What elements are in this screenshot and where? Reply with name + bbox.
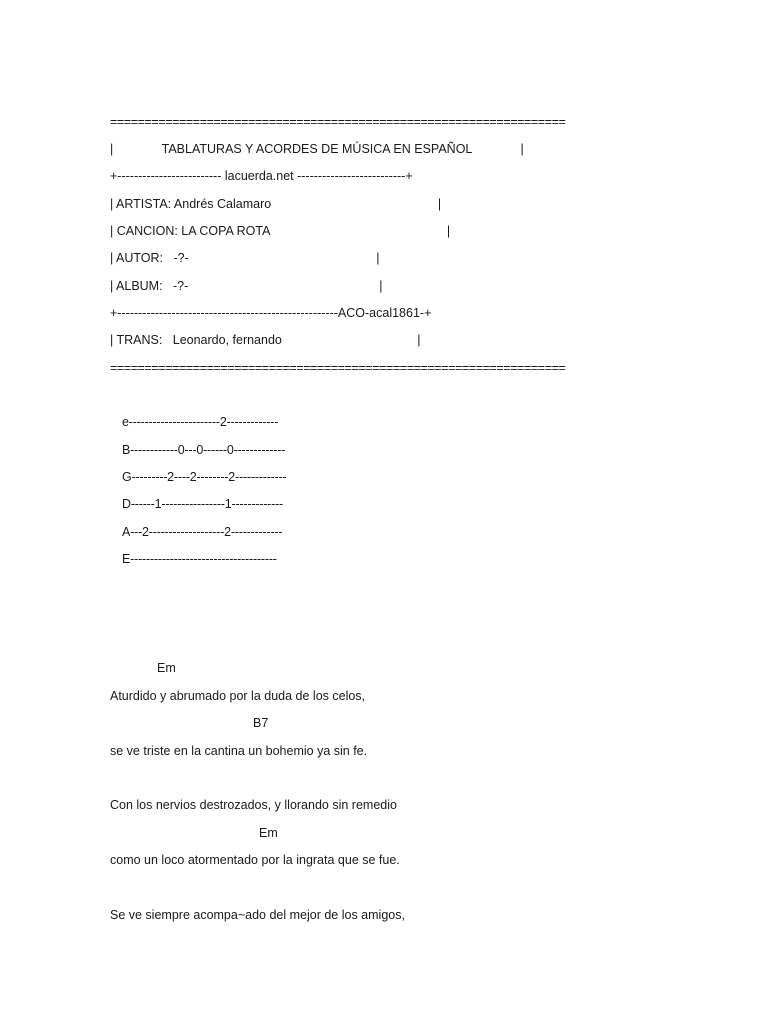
tab-line-A: A---2-------------------2------------- <box>122 525 283 539</box>
header-song-row: | CANCION: LA COPA ROTA | <box>110 224 451 238</box>
chord-label: B7 <box>253 716 269 730</box>
lyric-line: Aturdido y abrumado por la duda de los celos, <box>110 689 366 703</box>
header-site-row: +------------------------- lacuerda.net --------------------------+ <box>110 169 413 183</box>
tab-line-E: E------------------------------------- <box>122 552 277 566</box>
chord-label: Em <box>157 661 176 675</box>
header-artist-row: | ARTISTA: Andrés Calamaro | <box>110 197 442 211</box>
tab-line-D: D------1----------------1------------- <box>122 497 284 511</box>
lyric-line: como un loco atormentado por la ingrata que se fue. <box>110 853 400 867</box>
chord-label: Em <box>259 826 278 840</box>
tab-line-G: G---------2----2--------2------------- <box>122 470 287 484</box>
tab-line-B: B------------0---0------0------------- <box>122 443 286 457</box>
header-album-row: | ALBUM: -?- | <box>110 279 383 293</box>
header-author-row: | AUTOR: -?- | <box>110 251 380 265</box>
header-rule-top: ================================================================== <box>110 115 566 129</box>
lyric-line: se ve triste en la cantina un bohemio ya sin fe. <box>110 744 368 758</box>
header-rule-bottom: ================================================================== <box>110 361 566 375</box>
lyric-line: Con los nervios destrozados, y llorando sin remedio <box>110 798 397 812</box>
header-code-row: +-----------------------------------------------------ACO-acal1861-+ <box>110 306 432 320</box>
header-trans-row: | TRANS: Leonardo, fernando | <box>110 333 421 347</box>
tab-line-e: e-----------------------2------------- <box>122 415 279 429</box>
header-title-row: | TABLATURAS Y ACORDES DE MÚSICA EN ESPAÑOL | <box>110 142 524 156</box>
lyric-line: Se ve siempre acompa~ado del mejor de los amigos, <box>110 908 405 922</box>
